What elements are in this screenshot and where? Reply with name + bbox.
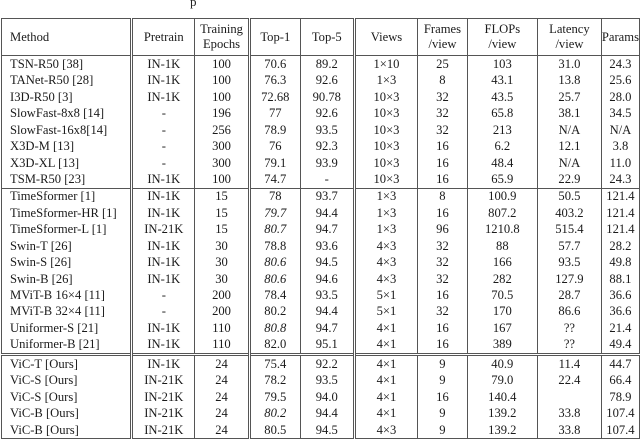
- top5-cell: -: [300, 171, 354, 188]
- pretrain-cell: IN-1K: [132, 188, 195, 205]
- params-cell: 24.3: [601, 171, 639, 188]
- flops-cell: 79.0: [467, 372, 537, 388]
- epochs-cell: 30: [195, 238, 250, 254]
- pretrain-cell: -: [132, 304, 195, 320]
- params-cell: 66.4: [601, 372, 639, 388]
- top1-cell: 70.6: [249, 56, 300, 73]
- views-cell: 10×3: [354, 105, 418, 121]
- frames-cell: 32: [418, 122, 467, 138]
- params-cell: 36.6: [601, 287, 639, 303]
- frames-cell: 9: [418, 372, 467, 388]
- top5-cell: 94.4: [300, 304, 354, 320]
- views-cell: 4×1: [354, 354, 418, 372]
- flops-cell: 282: [467, 271, 537, 287]
- epochs-cell: 24: [195, 372, 250, 388]
- table-row: [2, 138, 640, 154]
- frames-cell: 16: [418, 171, 467, 188]
- caption-fragment: p: [190, 0, 197, 9]
- flops-cell: 100.9: [467, 188, 537, 205]
- params-cell: 49.8: [601, 254, 639, 270]
- pretrain-cell: IN-1K: [132, 89, 195, 105]
- top5-cell: 93.5: [300, 287, 354, 303]
- latency-cell: N/A: [537, 155, 601, 171]
- views-cell: 1×3: [354, 72, 418, 88]
- method-cell: MViT-B 32×4 [11]: [2, 304, 132, 320]
- frames-cell: 32: [418, 304, 467, 320]
- frames-cell: 16: [418, 138, 467, 154]
- epochs-cell: 110: [195, 336, 250, 354]
- flops-cell: 139.2: [467, 422, 537, 439]
- latency-cell: 93.5: [537, 254, 601, 270]
- params-cell: 36.6: [601, 304, 639, 320]
- pretrain-cell: -: [132, 105, 195, 121]
- flops-cell: 70.5: [467, 287, 537, 303]
- params-cell: 25.6: [601, 72, 639, 88]
- top5-cell: 92.6: [300, 72, 354, 88]
- method-cell: ViC-S [Ours]: [2, 372, 132, 388]
- latency-cell: 31.0: [537, 56, 601, 73]
- pretrain-cell: -: [132, 138, 195, 154]
- top1-cell: 78.8: [249, 238, 300, 254]
- views-cell: 4×1: [354, 336, 418, 354]
- views-cell: 1×3: [354, 188, 418, 205]
- method-cell: Uniformer-B [21]: [2, 336, 132, 354]
- params-cell: 49.4: [601, 336, 639, 354]
- table-row: [2, 271, 640, 287]
- table-row: [2, 354, 640, 372]
- epochs-cell: 100: [195, 72, 250, 88]
- table-row: [2, 188, 640, 205]
- top5-cell: 93.7: [300, 188, 354, 205]
- latency-cell: ??: [537, 320, 601, 336]
- top1-cell: 79.5: [249, 389, 300, 405]
- header-epochs: Training Epochs: [195, 19, 250, 56]
- views-cell: 4×3: [354, 422, 418, 439]
- top1-cell: 78.2: [249, 372, 300, 388]
- top5-cell: 94.4: [300, 205, 354, 221]
- views-cell: 4×1: [354, 389, 418, 405]
- flops-cell: 167: [467, 320, 537, 336]
- latency-cell: 28.7: [537, 287, 601, 303]
- header-pretrain: Pretrain: [132, 19, 195, 56]
- latency-cell: 33.8: [537, 405, 601, 421]
- views-cell: 4×1: [354, 405, 418, 421]
- header-top5: Top-5: [300, 19, 354, 56]
- params-cell: 24.3: [601, 56, 639, 73]
- frames-cell: 8: [418, 72, 467, 88]
- flops-cell: 103: [467, 56, 537, 73]
- top5-cell: 94.0: [300, 389, 354, 405]
- latency-cell: 13.8: [537, 72, 601, 88]
- table-row: [2, 422, 640, 439]
- frames-cell: 32: [418, 105, 467, 121]
- method-cell: SlowFast-8x8 [14]: [2, 105, 132, 121]
- views-cell: 5×1: [354, 287, 418, 303]
- pretrain-cell: IN-21K: [132, 405, 195, 421]
- epochs-cell: 30: [195, 254, 250, 270]
- params-cell: 44.7: [601, 354, 639, 372]
- top1-cell: 76: [249, 138, 300, 154]
- latency-cell: 515.4: [537, 221, 601, 237]
- method-cell: TimeSformer-L [1]: [2, 221, 132, 237]
- top5-cell: 94.6: [300, 271, 354, 287]
- flops-cell: 170: [467, 304, 537, 320]
- views-cell: 10×3: [354, 138, 418, 154]
- method-cell: Swin-S [26]: [2, 254, 132, 270]
- latency-cell: 11.4: [537, 354, 601, 372]
- header-views: Views: [354, 19, 418, 56]
- pretrain-cell: IN-1K: [132, 254, 195, 270]
- frames-cell: 32: [418, 271, 467, 287]
- pretrain-cell: IN-21K: [132, 221, 195, 237]
- views-cell: 4×3: [354, 238, 418, 254]
- pretrain-cell: -: [132, 287, 195, 303]
- frames-cell: 25: [418, 56, 467, 73]
- epochs-cell: 300: [195, 155, 250, 171]
- frames-cell: 16: [418, 155, 467, 171]
- epochs-cell: 24: [195, 389, 250, 405]
- params-cell: 34.5: [601, 105, 639, 121]
- table-row: [2, 89, 640, 105]
- pretrain-cell: IN-21K: [132, 389, 195, 405]
- header-row: [2, 19, 640, 56]
- latency-cell: 57.7: [537, 238, 601, 254]
- method-cell: Swin-B [26]: [2, 271, 132, 287]
- header-latency: Latency /view: [537, 19, 601, 56]
- params-cell: 121.4: [601, 221, 639, 237]
- epochs-cell: 15: [195, 188, 250, 205]
- frames-cell: 16: [418, 389, 467, 405]
- frames-cell: 9: [418, 405, 467, 421]
- top1-cell: 80.2: [249, 304, 300, 320]
- table-row: [2, 254, 640, 270]
- top1-cell: 80.8: [249, 320, 300, 336]
- latency-cell: N/A: [537, 122, 601, 138]
- epochs-cell: 200: [195, 287, 250, 303]
- pretrain-cell: IN-1K: [132, 72, 195, 88]
- table-row: [2, 372, 640, 388]
- params-cell: 28.0: [601, 89, 639, 105]
- flops-cell: 213: [467, 122, 537, 138]
- header-top1: Top-1: [249, 19, 300, 56]
- top5-cell: 93.9: [300, 155, 354, 171]
- latency-cell: 127.9: [537, 271, 601, 287]
- pretrain-cell: IN-21K: [132, 422, 195, 439]
- table-row: [2, 336, 640, 354]
- pretrain-cell: -: [132, 122, 195, 138]
- latency-cell: 403.2: [537, 205, 601, 221]
- table-row: [2, 155, 640, 171]
- top1-cell: 80.5: [249, 422, 300, 439]
- method-cell: X3D-M [13]: [2, 138, 132, 154]
- epochs-cell: 300: [195, 138, 250, 154]
- table-row: [2, 122, 640, 138]
- frames-cell: 8: [418, 188, 467, 205]
- flops-cell: 48.4: [467, 155, 537, 171]
- params-cell: 78.9: [601, 389, 639, 405]
- frames-cell: 16: [418, 320, 467, 336]
- method-cell: MViT-B 16×4 [11]: [2, 287, 132, 303]
- views-cell: 10×3: [354, 122, 418, 138]
- views-cell: 1×3: [354, 205, 418, 221]
- epochs-cell: 15: [195, 205, 250, 221]
- table-row: [2, 287, 640, 303]
- top1-cell: 75.4: [249, 354, 300, 372]
- method-cell: TANet-R50 [28]: [2, 72, 132, 88]
- table-row: [2, 320, 640, 336]
- top5-cell: 93.5: [300, 122, 354, 138]
- pretrain-cell: -: [132, 155, 195, 171]
- method-cell: ViC-B [Ours]: [2, 422, 132, 439]
- top1-cell: 80.2: [249, 405, 300, 421]
- table-row: [2, 389, 640, 405]
- params-cell: 28.2: [601, 238, 639, 254]
- epochs-cell: 196: [195, 105, 250, 121]
- frames-cell: 9: [418, 354, 467, 372]
- latency-cell: [537, 389, 601, 405]
- frames-cell: 16: [418, 287, 467, 303]
- table-row: [2, 72, 640, 88]
- epochs-cell: 24: [195, 405, 250, 421]
- views-cell: 10×3: [354, 155, 418, 171]
- table-row: [2, 105, 640, 121]
- top5-cell: 94.5: [300, 254, 354, 270]
- method-cell: ViC-B [Ours]: [2, 405, 132, 421]
- params-cell: 21.4: [601, 320, 639, 336]
- top1-cell: 78.9: [249, 122, 300, 138]
- top5-cell: 94.7: [300, 221, 354, 237]
- views-cell: 10×3: [354, 89, 418, 105]
- method-cell: TSN-R50 [38]: [2, 56, 132, 73]
- params-cell: 121.4: [601, 188, 639, 205]
- params-cell: 107.4: [601, 422, 639, 439]
- pretrain-cell: IN-1K: [132, 320, 195, 336]
- params-cell: 88.1: [601, 271, 639, 287]
- views-cell: 4×3: [354, 271, 418, 287]
- top5-cell: 92.2: [300, 354, 354, 372]
- method-cell: TimeSformer [1]: [2, 188, 132, 205]
- top5-cell: 93.5: [300, 372, 354, 388]
- method-cell: SlowFast-16x8[14]: [2, 122, 132, 138]
- top1-cell: 82.0: [249, 336, 300, 354]
- epochs-cell: 200: [195, 304, 250, 320]
- epochs-cell: 24: [195, 422, 250, 439]
- method-cell: ViC-T [Ours]: [2, 354, 132, 372]
- frames-cell: 9: [418, 422, 467, 439]
- frames-cell: 32: [418, 238, 467, 254]
- flops-cell: 65.8: [467, 105, 537, 121]
- top5-cell: 94.7: [300, 320, 354, 336]
- top1-cell: 74.7: [249, 171, 300, 188]
- results-table: [1, 18, 640, 439]
- method-cell: TSM-R50 [23]: [2, 171, 132, 188]
- top1-cell: 78: [249, 188, 300, 205]
- epochs-cell: 110: [195, 320, 250, 336]
- top1-cell: 72.68: [249, 89, 300, 105]
- table-row: [2, 205, 640, 221]
- top1-cell: 79.7: [249, 205, 300, 221]
- top1-cell: 77: [249, 105, 300, 121]
- method-cell: TimeSformer-HR [1]: [2, 205, 132, 221]
- flops-cell: 140.4: [467, 389, 537, 405]
- top1-cell: 80.7: [249, 221, 300, 237]
- views-cell: 4×3: [354, 254, 418, 270]
- top5-cell: 94.4: [300, 405, 354, 421]
- epochs-cell: 30: [195, 271, 250, 287]
- views-cell: 5×1: [354, 304, 418, 320]
- pretrain-cell: IN-1K: [132, 56, 195, 73]
- header-flops: FLOPs /view: [467, 19, 537, 56]
- views-cell: 1×3: [354, 221, 418, 237]
- epochs-cell: 256: [195, 122, 250, 138]
- latency-cell: 22.4: [537, 372, 601, 388]
- params-cell: 121.4: [601, 205, 639, 221]
- top1-cell: 79.1: [249, 155, 300, 171]
- top5-cell: 93.6: [300, 238, 354, 254]
- top5-cell: 89.2: [300, 56, 354, 73]
- table-row: [2, 171, 640, 188]
- method-cell: Uniformer-S [21]: [2, 320, 132, 336]
- table-body: [2, 56, 640, 439]
- top5-cell: 92.3: [300, 138, 354, 154]
- flops-cell: 139.2: [467, 405, 537, 421]
- method-cell: Swin-T [26]: [2, 238, 132, 254]
- top5-cell: 94.5: [300, 422, 354, 439]
- views-cell: 1×10: [354, 56, 418, 73]
- flops-cell: 807.2: [467, 205, 537, 221]
- flops-cell: 389: [467, 336, 537, 354]
- header-params: Params: [601, 19, 639, 56]
- frames-cell: 16: [418, 205, 467, 221]
- pretrain-cell: IN-1K: [132, 271, 195, 287]
- epochs-cell: 100: [195, 171, 250, 188]
- latency-cell: ??: [537, 336, 601, 354]
- pretrain-cell: IN-1K: [132, 354, 195, 372]
- views-cell: 10×3: [354, 171, 418, 188]
- pretrain-cell: IN-21K: [132, 372, 195, 388]
- table-row: [2, 304, 640, 320]
- pretrain-cell: IN-1K: [132, 205, 195, 221]
- frames-cell: 16: [418, 336, 467, 354]
- table-row: [2, 238, 640, 254]
- flops-cell: 43.5: [467, 89, 537, 105]
- flops-cell: 43.1: [467, 72, 537, 88]
- top5-cell: 90.78: [300, 89, 354, 105]
- frames-cell: 32: [418, 89, 467, 105]
- latency-cell: 22.9: [537, 171, 601, 188]
- flops-cell: 6.2: [467, 138, 537, 154]
- header-method: Method: [2, 19, 132, 56]
- table-row: [2, 56, 640, 73]
- flops-cell: 1210.8: [467, 221, 537, 237]
- latency-cell: 50.5: [537, 188, 601, 205]
- flops-cell: 88: [467, 238, 537, 254]
- top1-cell: 80.6: [249, 271, 300, 287]
- latency-cell: 86.6: [537, 304, 601, 320]
- top5-cell: 92.6: [300, 105, 354, 121]
- pretrain-cell: IN-1K: [132, 238, 195, 254]
- top1-cell: 80.6: [249, 254, 300, 270]
- frames-cell: 32: [418, 254, 467, 270]
- params-cell: 107.4: [601, 405, 639, 421]
- table-row: [2, 221, 640, 237]
- views-cell: 4×1: [354, 372, 418, 388]
- epochs-cell: 15: [195, 221, 250, 237]
- epochs-cell: 100: [195, 89, 250, 105]
- flops-cell: 65.9: [467, 171, 537, 188]
- method-cell: ViC-S [Ours]: [2, 389, 132, 405]
- latency-cell: 25.7: [537, 89, 601, 105]
- flops-cell: 40.9: [467, 354, 537, 372]
- latency-cell: 12.1: [537, 138, 601, 154]
- table-row: [2, 405, 640, 421]
- header-frames: Frames /view: [418, 19, 467, 56]
- method-cell: X3D-XL [13]: [2, 155, 132, 171]
- top5-cell: 95.1: [300, 336, 354, 354]
- pretrain-cell: IN-1K: [132, 336, 195, 354]
- params-cell: N/A: [601, 122, 639, 138]
- flops-cell: 166: [467, 254, 537, 270]
- frames-cell: 96: [418, 221, 467, 237]
- latency-cell: 38.1: [537, 105, 601, 121]
- top1-cell: 78.4: [249, 287, 300, 303]
- epochs-cell: 100: [195, 56, 250, 73]
- params-cell: 3.8: [601, 138, 639, 154]
- views-cell: 4×1: [354, 320, 418, 336]
- epochs-cell: 24: [195, 354, 250, 372]
- params-cell: 11.0: [601, 155, 639, 171]
- latency-cell: 33.8: [537, 422, 601, 439]
- method-cell: I3D-R50 [3]: [2, 89, 132, 105]
- top1-cell: 76.3: [249, 72, 300, 88]
- pretrain-cell: IN-1K: [132, 171, 195, 188]
